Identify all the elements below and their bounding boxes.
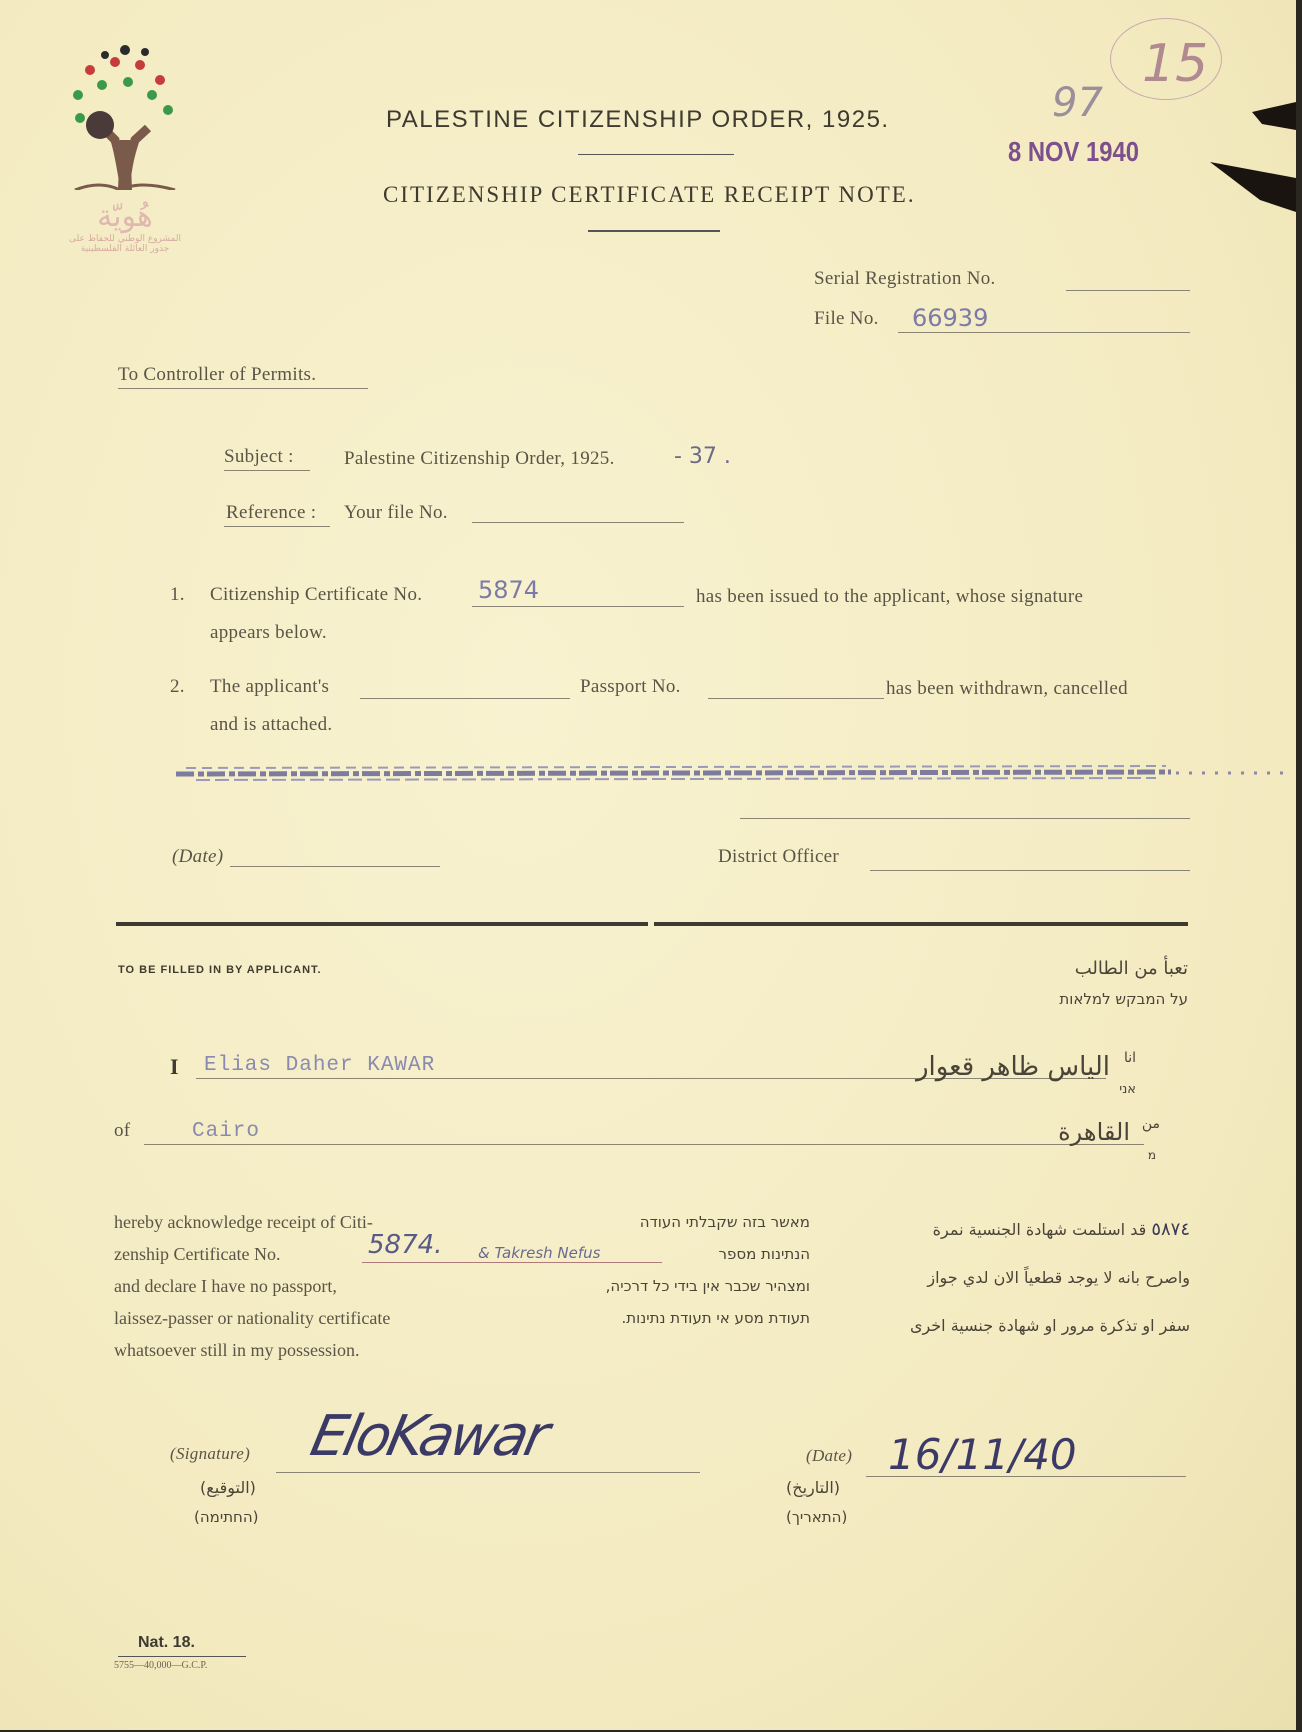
applicant-heading-arabic: تعبأ من الطالب: [1074, 958, 1188, 979]
hebrew-line-2: הנתינות מספר: [718, 1245, 810, 1263]
declaration-line-4: laissez-passer or nationality certificate: [114, 1308, 391, 1328]
hebrew-line-3: ומצהיר שכבר אין בידי כל דרכיה,: [605, 1277, 810, 1295]
item1-number: 1.: [170, 584, 185, 605]
i-label: I: [170, 1054, 179, 1079]
circled-number: 15: [1142, 34, 1209, 94]
arabic-certificate-number: ٥٨٧٤: [1151, 1219, 1190, 1240]
place-arabic-prefix: من: [1141, 1116, 1160, 1132]
tree-logo-icon: [60, 40, 190, 190]
applicant-heading: TO BE FILLED IN BY APPLICANT.: [118, 964, 322, 976]
title-rule: [578, 154, 734, 155]
applicant-date-value: 16/11/40: [888, 1430, 1077, 1479]
applicant-date-label: (Date): [806, 1446, 853, 1465]
page-title: PALESTINE CITIZENSHIP ORDER, 1925.: [386, 106, 890, 133]
of-label: of: [114, 1120, 131, 1141]
arabic-line-1: [860, 1206, 1190, 1254]
item1-text-a: Citizenship Certificate No.: [210, 584, 423, 605]
place-line: [144, 1144, 1144, 1145]
addressee: To Controller of Permits.: [118, 364, 317, 385]
item2-number: 2.: [170, 676, 185, 697]
item2-text-c: has been withdrawn, cancelled: [886, 678, 1128, 699]
signature-line: [276, 1472, 700, 1473]
section-divider-right: [654, 922, 1188, 926]
declaration-certificate-number: 5874.: [368, 1230, 443, 1260]
item2-text-b: Passport No.: [580, 676, 681, 697]
applicant-heading-hebrew: על המבקש למלאות: [1059, 990, 1188, 1008]
section-divider-left: [116, 922, 648, 926]
item2-text-d: and is attached.: [210, 714, 333, 735]
name-hebrew-prefix: אני: [1119, 1082, 1136, 1097]
arabic-line-3: سفر او تذكرة مرور او شهادة جنسية اخرى: [909, 1316, 1190, 1335]
applicant-place-typed: Cairo: [192, 1120, 261, 1143]
date-arabic-label: (التاريخ): [786, 1478, 841, 1497]
struck-out-line: [176, 756, 1286, 786]
certificate-number-line: [472, 606, 684, 607]
punch-hole-marks: [1200, 100, 1296, 220]
form-number: Nat. 18.: [138, 1634, 195, 1651]
print-info: 5755—40,000—G.C.P.: [114, 1660, 208, 1671]
district-officer-line: [870, 870, 1190, 871]
file-number-line: [898, 332, 1190, 333]
reference-line: [472, 522, 684, 523]
officer-signature-line: [740, 818, 1190, 819]
applicant-signature: EloKawar: [305, 1404, 553, 1469]
applicant-name-arabic: الياس ظاهر قعوار: [915, 1052, 1110, 1082]
arabic-line-1-text: قد استلمت شهادة الجنسية نمرة: [932, 1220, 1147, 1239]
declaration-line-2: zenship Certificate No.: [114, 1244, 281, 1264]
reference-value: Your file No.: [344, 502, 448, 523]
hawiya-logo: [60, 40, 190, 260]
declaration-line-3: and declare I have no passport,: [114, 1276, 337, 1296]
signature-label: (Signature): [170, 1444, 251, 1463]
item1-text-c: appears below.: [210, 622, 327, 643]
subject-label-underline: [224, 470, 310, 471]
applicant-date-line: [866, 1476, 1186, 1477]
place-hebrew-prefix: מ: [1147, 1148, 1156, 1162]
name-arabic-prefix: انا: [1123, 1050, 1136, 1066]
arabic-line-2: واصرح بانه لا يوجد قطعياً الان لدي جواز: [927, 1268, 1190, 1287]
logo-tagline-1: المشروع الوطني للحفاظ على: [68, 234, 181, 244]
item2-line-1: [360, 698, 570, 699]
officer-date-label: (Date): [172, 846, 224, 867]
declaration-arabic: [860, 1206, 1190, 1350]
file-number-label: File No.: [814, 308, 879, 329]
serial-registration-label: Serial Registration No.: [814, 268, 996, 289]
serial-registration-line: [1066, 290, 1190, 291]
item2-text-a: The applicant's: [210, 676, 330, 697]
date-hebrew-label: (התאריך): [786, 1508, 848, 1526]
logo-tagline-2: جذور العائلة الفلسطينية: [80, 244, 170, 254]
form-number-underline: [118, 1656, 246, 1657]
declaration-line-1: hereby acknowledge receipt of Citi-: [114, 1212, 373, 1232]
hebrew-line-4: תעודת מסע אי תעודת נתינות.: [621, 1309, 810, 1327]
file-number-value: 66939: [912, 304, 989, 332]
declaration-line-5: whatsoever still in my possession.: [114, 1340, 360, 1360]
subject-label: Subject :: [224, 446, 294, 467]
logo-arabic-name: هُويّة: [97, 199, 153, 234]
reference-label-underline: [224, 526, 330, 527]
reference-label: Reference :: [226, 502, 317, 523]
page-subtitle: CITIZENSHIP CERTIFICATE RECEIPT NOTE.: [383, 182, 916, 207]
date-stamp: 8 NOV 1940: [1008, 136, 1139, 167]
district-officer-label: District Officer: [718, 846, 840, 867]
pencil-number: 97: [1052, 80, 1103, 126]
applicant-name-typed: Elias Daher KAWAR: [204, 1054, 436, 1077]
signature-hebrew-label: (החתימה): [194, 1508, 259, 1526]
declaration-certificate-note: & Takresh Nefus: [478, 1244, 601, 1262]
declaration-hebrew: [540, 1206, 810, 1334]
subject-handwritten: - 37 .: [674, 444, 731, 469]
subtitle-rule: [588, 230, 720, 232]
item1-text-b: has been issued to the applicant, whose signature: [696, 586, 1084, 607]
subject-value: Palestine Citizenship Order, 1925.: [344, 448, 615, 469]
applicant-place-arabic: القاهرة: [1058, 1118, 1130, 1146]
officer-date-line: [230, 866, 440, 867]
certificate-number-value: 5874: [478, 576, 540, 604]
item2-line-2: [708, 698, 884, 699]
hebrew-line-1: מאשר בזה שקבלתי העודה: [639, 1213, 810, 1231]
signature-arabic-label: (التوقيع): [200, 1478, 256, 1497]
addressee-underline: [118, 388, 368, 389]
